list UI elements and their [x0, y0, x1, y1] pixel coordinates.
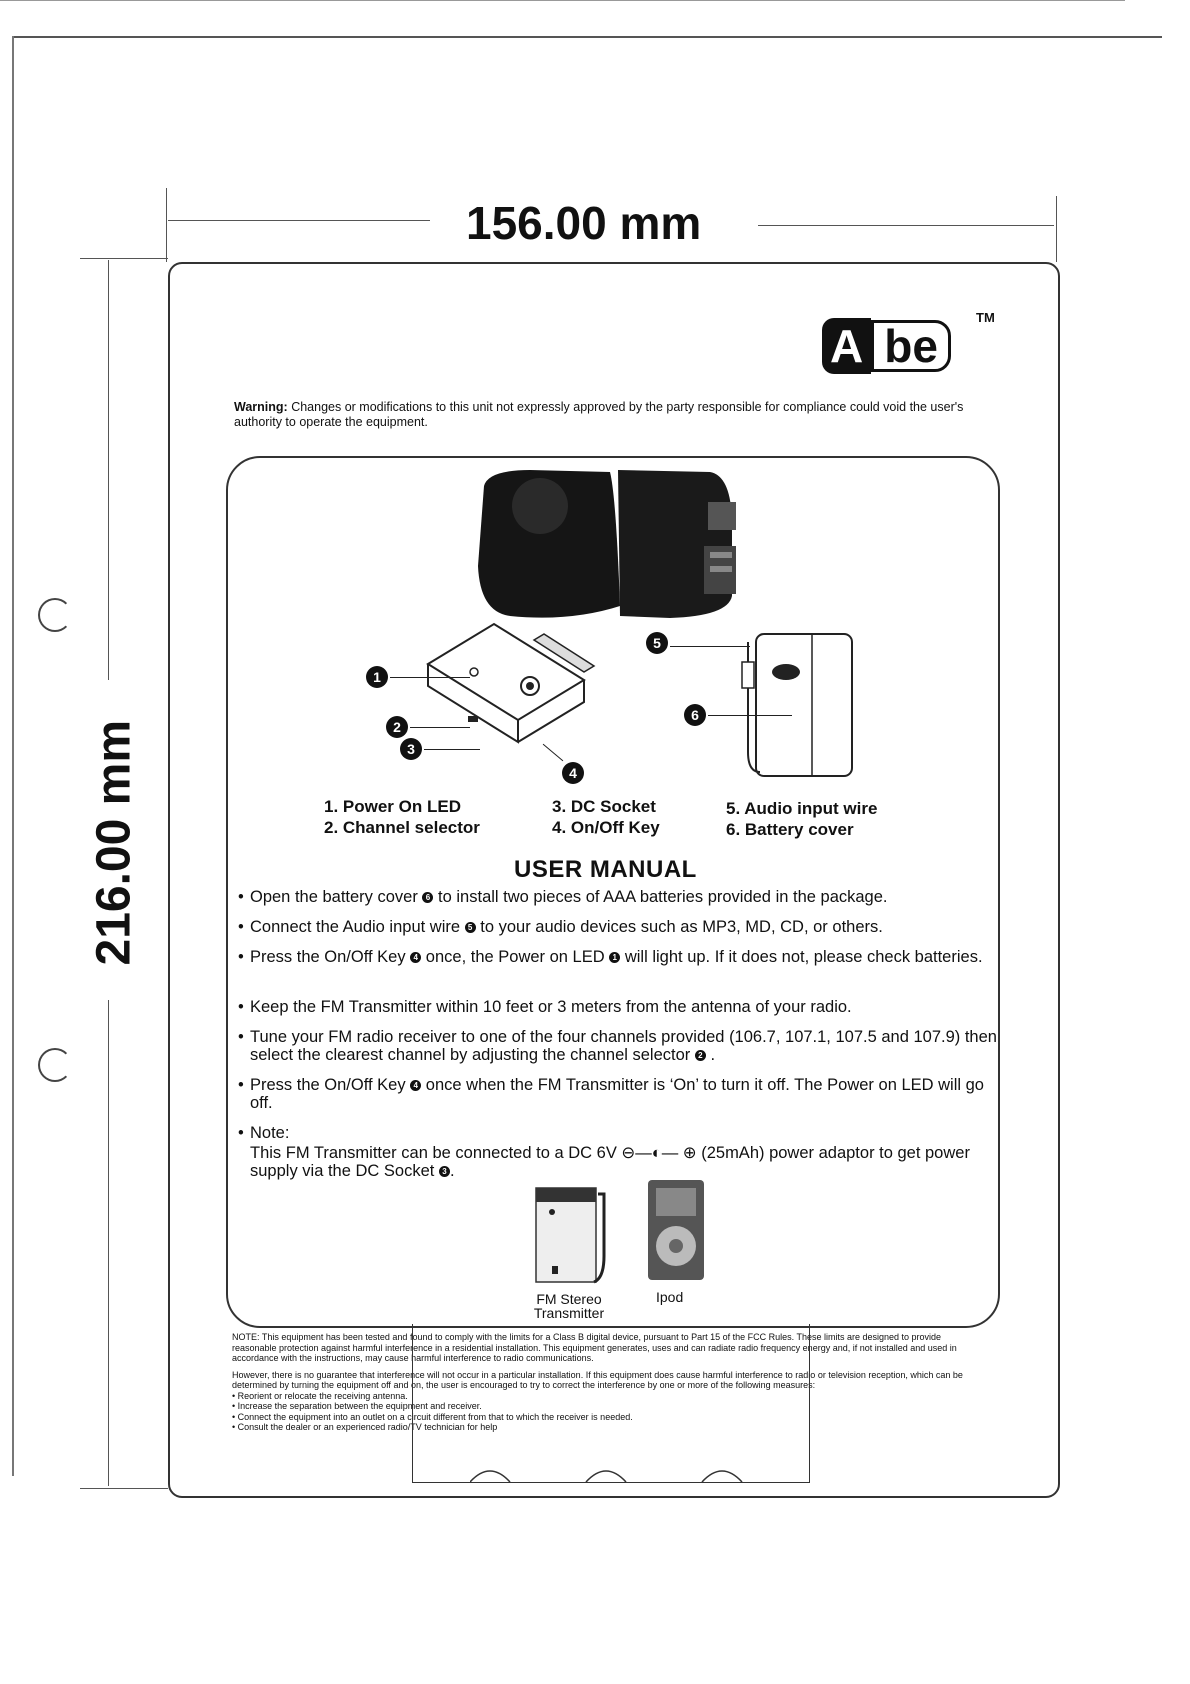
transmitter-drawing [424, 620, 604, 770]
instruction-item: • Tune your FM radio receiver to one of the four channels provided (106.7, 107.1, 107.5 and 107.9) then select the clearest channel by adjusting the channel selector 2 . [250, 1028, 1010, 1064]
parts-column-1 [324, 796, 480, 838]
width-tick-right [1056, 196, 1057, 262]
part-label: 6. Battery cover [726, 820, 854, 839]
instruction-item: • Connect the Audio input wire 5 to your audio devices such as MP3, MD, CD, or others. [250, 918, 1010, 936]
logo-letters-be: be [871, 320, 951, 372]
ipod-photo [646, 1178, 706, 1282]
ref-mark: 2 [695, 1050, 706, 1061]
fcc-measure: • Connect the equipment into an outlet on a circuit different from that to which the receiver is needed. [232, 1411, 633, 1422]
leader-6 [708, 715, 792, 716]
insert-tab-notches [470, 1460, 750, 1484]
callout-4: 4 [562, 762, 584, 784]
height-tick-top [80, 258, 168, 259]
fcc-paragraph-2: However, there is no guarantee that interference will not occur in a particular installation. If this equipment does cause harmful interference to radio or television reception, which can be determined by turning the equipment off and on, the user is encouraged to try to correct the interference by one or more of the following measures: [232, 1369, 963, 1390]
manual-title: USER MANUAL [514, 856, 697, 883]
instruction-item: • Note: [250, 1124, 1010, 1142]
parts-column-2 [552, 796, 660, 838]
callout-2: 2 [386, 716, 408, 738]
height-tick-bottom [80, 1488, 168, 1489]
pouch-photo [470, 466, 760, 626]
warning-text [234, 400, 986, 430]
logo-letter-a: A [822, 318, 871, 374]
leader-2 [410, 727, 470, 728]
callout-6: 6 [684, 704, 706, 726]
leader-3 [424, 749, 480, 750]
instruction-item: • Keep the FM Transmitter within 10 feet or 3 meters from the antenna of your radio. [250, 998, 1010, 1016]
height-dimension-label: 216.00 mm [87, 719, 141, 966]
binder-hole-bottom [38, 1048, 72, 1082]
parts-column-3 [726, 798, 877, 840]
ref-mark: 4 [410, 1080, 421, 1091]
width-dim-line-left [168, 220, 430, 221]
battery-cover-drawing [736, 632, 856, 782]
fcc-measure: • Reorient or relocate the receiving antenna. [232, 1390, 408, 1401]
warning-label: Warning: [234, 400, 288, 414]
ref-mark: 1 [609, 952, 620, 963]
ref-mark: 5 [465, 922, 476, 933]
top-border-line [0, 0, 1125, 1]
leader-5 [670, 646, 750, 647]
callout-5: 5 [646, 632, 668, 654]
left-rule [12, 36, 14, 1476]
part-label: 4. On/Off Key [552, 818, 660, 837]
ref-mark: 3 [439, 1166, 450, 1177]
binder-hole-top [38, 598, 72, 632]
callout-3: 3 [400, 738, 422, 760]
fcc-measure: • Increase the separation between the equipment and receiver. [232, 1401, 482, 1411]
part-label: 2. Channel selector [324, 818, 480, 837]
callout-1: 1 [366, 666, 388, 688]
top-rule [12, 36, 1162, 38]
part-label: 3. DC Socket [552, 797, 656, 816]
instruction-item: • Press the On/Off Key 4 once when the FM Transmitter is ‘On’ to turn it off. The Power on LED will go off. [250, 1076, 1010, 1112]
height-dim-line-bottom [108, 1000, 109, 1486]
width-dimension-label: 156.00 mm [466, 197, 702, 249]
fcc-paragraph-1: NOTE: This equipment has been tested and found to comply with the limits for a Class B digital device, pursuant to Part 15 of the FCC Rules. These limits are designed to provide reasonable protection against harmful interference in a residential installation. This equipment generates, uses and can radiate radio frequency energy and, if not installed and used in accordance with the instructions, may cause harmful interference to radio communications. [232, 1332, 957, 1363]
trademark-symbol: TM [976, 310, 995, 325]
width-tick-left [166, 188, 167, 262]
part-label: 1. Power On LED [324, 797, 461, 816]
ref-mark: 6 [422, 892, 433, 903]
warning-body: Changes or modifications to this unit not expressly approved by the party responsible for compliance could void the user's authority to operate the equipment. [234, 400, 964, 429]
note-body: This FM Transmitter can be connected to a DC 6V ⊖—◐— ⊕ (25mAh) power adaptor to get power supply via the DC Socket 3 . [250, 1144, 970, 1180]
instruction-item: • Press the On/Off Key 4 once, the Power on LED 1 will light up. If it does not, please check batteries. [250, 948, 1010, 966]
fcc-measure: • Consult the dealer or an experienced radio/TV technician for help [232, 1422, 498, 1432]
height-dim-line-top [108, 260, 109, 680]
ipod-caption: Ipod [656, 1289, 684, 1305]
width-dim-line-right [758, 225, 1054, 226]
leader-1 [390, 677, 470, 678]
part-label: 5. Audio input wire [726, 799, 878, 818]
instruction-item: • Open the battery cover 6 to install two pieces of AAA batteries provided in the package. [250, 888, 1010, 906]
fm-transmitter-photo [532, 1186, 616, 1286]
ref-mark: 4 [410, 952, 421, 963]
abe-logo [822, 318, 951, 374]
fm-transmitter-caption: FM Stereo Transmitter [533, 1291, 605, 1321]
polarity-symbol: ⊖—◐— ⊕ [621, 1144, 697, 1162]
